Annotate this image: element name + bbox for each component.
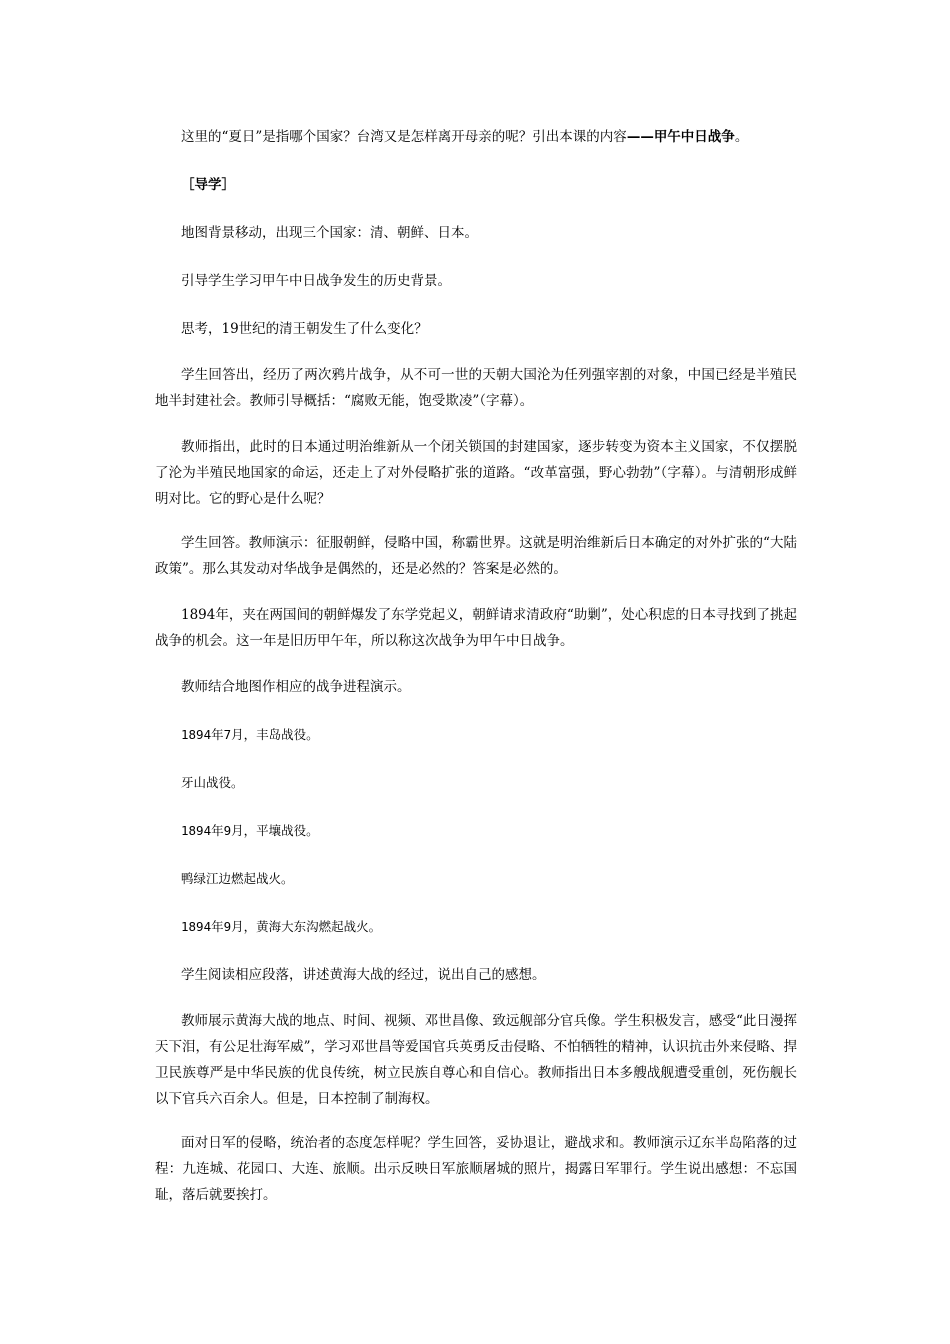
paragraph-japan-meiji: 教师指出，此时的日本通过明治维新从一个闭关锁国的封建国家，逐步转变为资本主义国家，不仅摆脱了沦为半殖民地国家的命运，还走上了对外侵略扩张的道路。“改革富强，野心勃勃”（字幕）。与清朝形成鲜明对比。它的野心是什么呢？ — [155, 439, 797, 507]
battle-yashan: 牙山战役。 — [181, 775, 244, 790]
battle-fengdao: 1894年7月，丰岛战役。 — [181, 727, 319, 742]
paragraph-map-demo: 教师结合地图作相应的战争进程演示。 — [181, 679, 411, 695]
battle-yellow-sea: 1894年9月，黄海大东沟燃起战火。 — [181, 919, 382, 934]
intro-text: 这里的“夏日”是指哪个国家？台湾又是怎样离开母亲的呢？引出本课的内容 — [181, 129, 627, 145]
paragraph-student-reading: 学生阅读相应段落，讲述黄海大战的经过，说出自己的感想。 — [181, 967, 546, 983]
paragraph-map-countries: 地图背景移动，出现三个国家：清、朝鲜、日本。 — [181, 225, 478, 241]
paragraph-1894-uprising: 1894年，夹在两国间的朝鲜爆发了东学党起义，朝鲜请求清政府“助剿”，处心积虑的日本寻找到了挑起战争的机会。这一年是旧历甲午年，所以称这次战争为甲午中日战争。 — [155, 607, 797, 649]
paragraph-continental-policy: 学生回答。教师演示：征服朝鲜，侵略中国，称霸世界。这就是明治维新后日本确定的对外扩张的“大陆政策”。那么其发动对华战争是偶然的，还是必然的？答案是必然的。 — [155, 535, 797, 577]
paragraph-student-answer-qing: 学生回答出，经历了两次鸦片战争，从不可一世的天朝大国沦为任列强宰割的对象，中国已经是半殖民地半封建社会。教师引导概括：“腐败无能，饱受欺凌”（字幕）。 — [155, 367, 797, 409]
intro-paragraph — [181, 124, 797, 150]
battle-yalu: 鸭绿江边燃起战火。 — [181, 871, 294, 886]
section-heading-guide: ［导学］ — [181, 177, 235, 193]
intro-period: 。 — [734, 129, 749, 145]
paragraph-yellow-sea-battle: 教师展示黄海大战的地点、时间、视频、邓世昌像、致远舰部分官兵像。学生积极发言，感受“此日漫挥天下泪，有公足壮海军威”，学习邓世昌等爱国官兵英勇反击侵略、不怕牺牲的精神，认识抗击外来侵略、捍卫民族尊严是中华民族的优良传统，树立民族自尊心和自信心。教师指出日本多艘战舰遭受重创，死伤舰长以下官兵六百余人。但是，日本控制了制海权。 — [155, 1013, 797, 1107]
paragraph-background: 引导学生学习甲午中日战争发生的历史背景。 — [181, 273, 451, 289]
battle-pyongyang: 1894年9月，平壤战役。 — [181, 823, 319, 838]
paragraph-rulers-attitude: 面对日军的侵略，统治者的态度怎样呢？学生回答，妥协退让，避战求和。教师演示辽东半岛陷落的过程：九连城、花园口、大连、旅顺。出示反映日军旅顺屠城的照片，揭露日军罪行。学生说出感想：不忘国耻，落后就要挨打。 — [155, 1135, 797, 1203]
lesson-title: ——甲午中日战争 — [626, 129, 735, 145]
paragraph-question-qing: 思考，19世纪的清王朝发生了什么变化？ — [181, 321, 428, 337]
